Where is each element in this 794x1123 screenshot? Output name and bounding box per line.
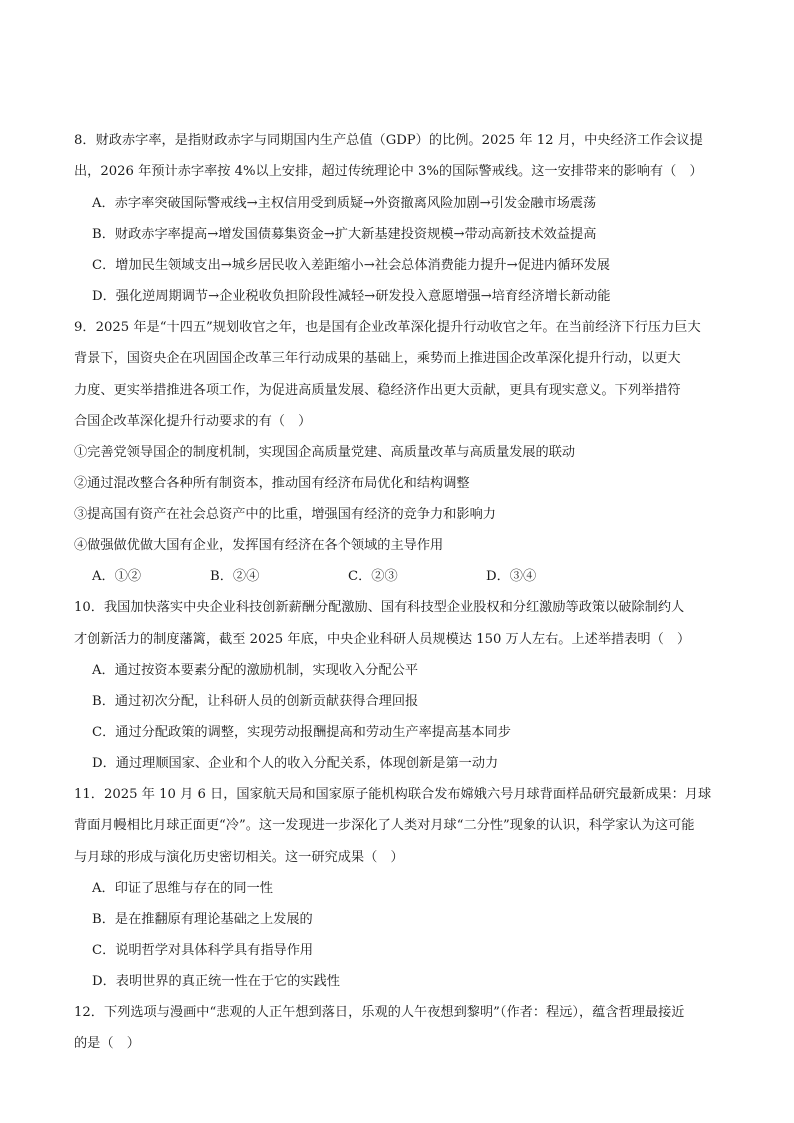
- question-10-option-a: A．通过按资本要素分配的激励机制，实现收入分配公平: [92, 663, 419, 678]
- question-9-statement-3: ③提高国有资产在社会总资产中的比重，增强国有经济的竞争力和影响力: [74, 507, 496, 522]
- question-9-statement-2: ②通过混改整合各种所有制资本，推动国有经济布局优化和结构调整: [74, 476, 470, 491]
- question-10-stem-line-1: 10．我国加快落实中央企业科技创新薪酬分配激励、国有科技型企业股权和分红激励等政策以破除制约人: [74, 600, 685, 615]
- question-9-statement-1: ①完善党领导国企的制度机制，实现国企高质量党建、高质量改革与高质量发展的联动: [74, 445, 576, 460]
- question-8-option-d: D．强化逆周期调节→企业税收负担阶段性减轻→研发投入意愿增强→培育经济增长新动能: [92, 289, 611, 304]
- question-11-option-a: A．印证了思维与存在的同一性: [92, 881, 273, 896]
- question-9-option-d: D．③④: [486, 569, 537, 584]
- question-11-option-d: D．表明世界的真正统一性在于它的实践性: [92, 974, 340, 989]
- question-12-stem-line-1: 12．下列选项与漫画中“悲观的人正午想到落日，乐观的人午夜想到黎明”（作者：程远），蕴含哲理最接近: [74, 1005, 685, 1020]
- question-9-stem-line-2: 背景下，国资央企在巩固国企改革三年行动成果的基础上，乘势而上推进国企改革深化提升行动，以更大: [74, 351, 681, 366]
- question-9-stem-line-4: 合国企改革深化提升行动要求的有（ ）: [74, 414, 312, 429]
- question-11-stem-line-1: 11．2025 年 10 月 6 日，国家航天局和国家原子能机构联合发布嫦娥六号月球背面样品研究最新成果：月球: [74, 787, 712, 802]
- question-9-stem-line-3: 力度、更实举措推进各项工作，为促进高质量发展、稳经济作出更大贡献，更具有现实意义。下列举措符: [74, 383, 681, 398]
- question-8-stem-line-2: 出，2026 年预计赤字率按 4%以上安排，超过传统理论中 3%的国际警戒线。这一安排带来的影响有（ ）: [74, 164, 703, 179]
- question-11-option-c: C．说明哲学对具体科学具有指导作用: [92, 943, 314, 958]
- question-9-options-row: [92, 567, 652, 587]
- question-9-option-c: C．②③: [348, 569, 398, 584]
- question-8-stem-line-1: 8．财政赤字率，是指财政赤字与同期国内生产总值（GDP）的比例。2025 年 12 月，中央经济工作会议提: [74, 133, 703, 148]
- question-9-option-b: B．②④: [210, 569, 260, 584]
- question-9-option-a: A．①②: [92, 569, 142, 584]
- question-12-stem-line-2: 的是（ ）: [74, 1036, 140, 1051]
- question-11-stem-line-3: 与月球的形成与演化历史密切相关。这一研究成果（ ）: [74, 850, 404, 865]
- question-9-stem-line-1: 9．2025 年是“十四五”规划收官之年，也是国有企业改革深化提升行动收官之年。在当前经济下行压力巨大: [74, 320, 701, 335]
- question-10-stem-line-2: 才创新活力的制度藩篱，截至 2025 年底，中央企业科研人员规模达 150 万人左右。上述举措表明（ ）: [74, 632, 691, 647]
- question-9-statement-4: ④做强做优做大国有企业，发挥国有经济在各个领域的主导作用: [74, 538, 444, 553]
- question-10-option-c: C．通过分配政策的调整，实现劳动报酬提高和劳动生产率提高基本同步: [92, 725, 511, 740]
- question-8-option-a: A．赤字率突破国际警戒线→主权信用受到质疑→外资撤离风险加剧→引发金融市场震荡: [92, 196, 597, 211]
- question-10-option-b: B．通过初次分配，让科研人员的创新贡献获得合理回报: [92, 694, 419, 709]
- question-10-option-d: D．通过理顺国家、企业和个人的收入分配关系，体现创新是第一动力: [92, 756, 499, 771]
- question-8-option-c: C．增加民生领域支出→城乡居民收入差距缩小→社会总体消费能力提升→促进内循环发展: [92, 258, 610, 273]
- question-8-option-b: B．财政赤字率提高→增发国债募集资金→扩大新基建投资规模→带动高新技术效益提高: [92, 227, 597, 242]
- question-11-stem-line-2: 背面月幔相比月球正面更“冷”。这一发现进一步深化了人类对月球“二分性”现象的认识，科学家认为这可能: [74, 818, 695, 833]
- question-11-option-b: B．是在推翻原有理论基础之上发展的: [92, 912, 313, 927]
